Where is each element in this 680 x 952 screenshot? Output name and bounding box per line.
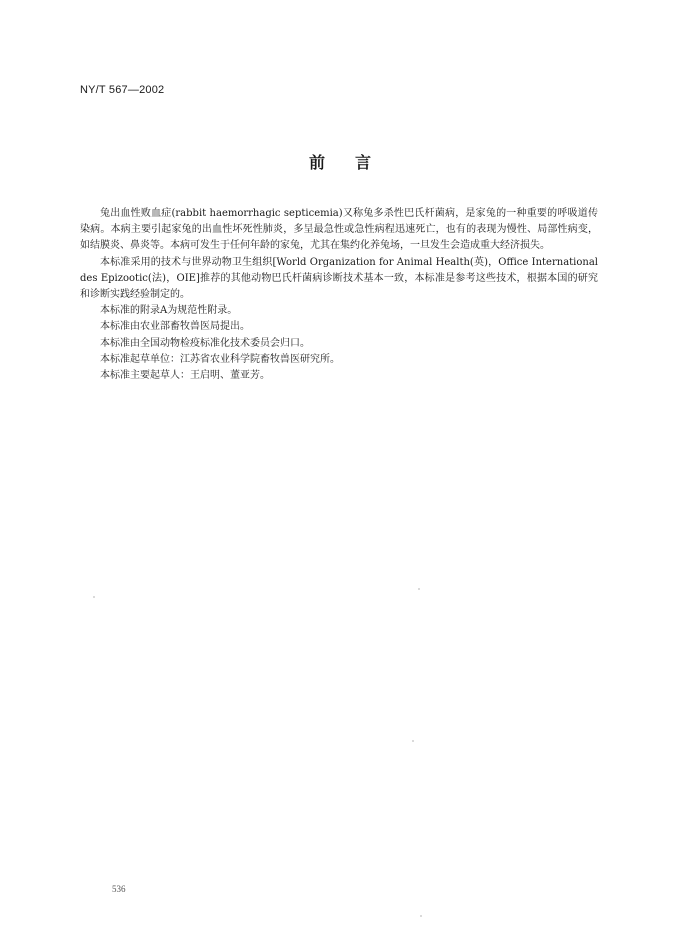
paragraph-technique: 本标准采用的技术与世界动物卫生组织[World Organization for Animal Health(英)，Office International des Epizootic(法)，OIE]推荐的其他动物巴氏杆菌病诊断技术基本一致，本标准是参考这些技术，根据本国的研究和诊断实践经验制定的。 (80, 256, 598, 301)
foreword-body (80, 206, 598, 384)
page-title: 前言 (308, 153, 401, 172)
page-number: 536 (112, 884, 126, 894)
scan-speck (420, 915, 422, 917)
paragraph-drafting-unit: 本标准起草单位：江苏省农业科学院畜牧兽医研究所。 (100, 353, 340, 365)
paragraph-drafters: 本标准主要起草人：王启明、董亚芳。 (100, 370, 270, 382)
paragraph-committee: 本标准由全国动物检疫标准化技术委员会归口。 (100, 337, 310, 349)
paragraph-intro: 兔出血性败血症(rabbit haemorrhagic septicemia)又称兔多杀性巴氏杆菌病，是家兔的一种重要的呼吸道传染病。本病主要引起家兔的出血性坏死性肺炎，多呈最急性或急性病程迅速死亡，也有的表现为慢性、局部性病变，如结膜炎、鼻炎等。本病可发生于任何年龄的家兔，尤其在集约化养兔场，一旦发生会造成重大经济损失。 (80, 208, 598, 252)
scan-speck (412, 740, 414, 742)
scan-speck (93, 596, 95, 598)
paragraph-appendix: 本标准的附录A为规范性附录。 (100, 305, 238, 317)
scan-speck (418, 588, 420, 590)
standard-code: NY/T 567—2002 (80, 84, 165, 96)
paragraph-proposer: 本标准由农业部畜牧兽医局提出。 (100, 321, 250, 333)
